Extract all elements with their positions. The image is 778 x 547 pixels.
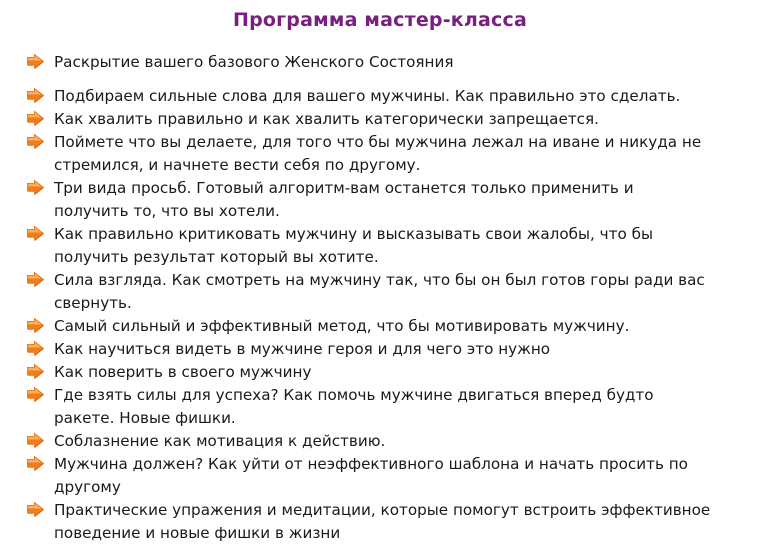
list-item (26, 338, 778, 361)
list-item-text: Мужчина должен? Как уйти от неэффективного шаблона и начать просить по (54, 455, 688, 473)
list-item-text: Подбираем сильные слова для вашего мужчины. Как правильно это сделать. (54, 87, 681, 105)
orange-arrow-icon (26, 455, 45, 471)
orange-arrow-icon (26, 271, 45, 287)
list-item-text: получить результат который вы хотите. (54, 248, 379, 266)
list-item (26, 177, 778, 223)
list-item-text: Практические упражения и медитации, которые помогут встроить эффективное (54, 501, 711, 519)
list-item-text: ракете. Новые фишки. (54, 409, 236, 427)
list-item (26, 223, 778, 269)
list-item (26, 85, 778, 108)
list-item-text: Как научиться видеть в мужчине героя и для чего это нужно (54, 340, 551, 358)
orange-arrow-icon (26, 110, 45, 126)
list-item-text: стремился, и начнете вести себя по другому. (54, 156, 421, 174)
list-item-text: получить то, что вы хотели. (54, 202, 280, 220)
orange-arrow-icon (26, 432, 45, 448)
program-list (26, 51, 778, 545)
orange-arrow-icon (26, 225, 45, 241)
list-item-text: Раскрытие вашего базового Женского Состояния (54, 53, 454, 71)
list-item (26, 384, 778, 430)
orange-arrow-icon (26, 87, 45, 103)
page-title: Программа мастер-класса (233, 9, 527, 31)
list-item (26, 499, 778, 545)
orange-arrow-icon (26, 133, 45, 149)
list-item (26, 315, 778, 338)
list-item (26, 453, 778, 499)
orange-arrow-icon (26, 340, 45, 356)
list-item (26, 51, 778, 74)
list-item (26, 430, 778, 453)
list-item-text: поведение и новые фишки в жизни (54, 524, 341, 542)
list-item-text: Соблазнение как мотивация к действию. (54, 432, 386, 450)
list-item-text: свернуть. (54, 294, 132, 312)
orange-arrow-icon (26, 386, 45, 402)
list-item-text: Сила взгляда. Как смотреть на мужчину так, что бы он был готов горы ради вас (54, 271, 705, 289)
list-item-text: Поймете что вы делаете, для того что бы мужчина лежал на иване и никуда не (54, 133, 702, 151)
list-item-text: Три вида просьб. Готовый алгоритм-вам останется только применить и (54, 179, 634, 197)
orange-arrow-icon (26, 363, 45, 379)
list-item (26, 131, 778, 177)
list-item-text: Самый сильный и эффективный метод, что бы мотивировать мужчину. (54, 317, 630, 335)
list-item (26, 108, 778, 131)
list-item (26, 269, 778, 315)
list-item-text: Как поверить в своего мужчину (54, 363, 312, 381)
list-item-text: Где взять силы для успеха? Как помочь мужчине двигаться вперед будто (54, 386, 654, 404)
orange-arrow-icon (26, 53, 45, 69)
list-item-text: Как хвалить правильно и как хвалить категорически запрещается. (54, 110, 599, 128)
orange-arrow-icon (26, 501, 45, 517)
list-item-text: Как правильно критиковать мужчину и высказывать свои жалобы, что бы (54, 225, 653, 243)
orange-arrow-icon (26, 179, 45, 195)
list-item (26, 361, 778, 384)
orange-arrow-icon (26, 317, 45, 333)
list-item-text: другому (54, 478, 121, 496)
